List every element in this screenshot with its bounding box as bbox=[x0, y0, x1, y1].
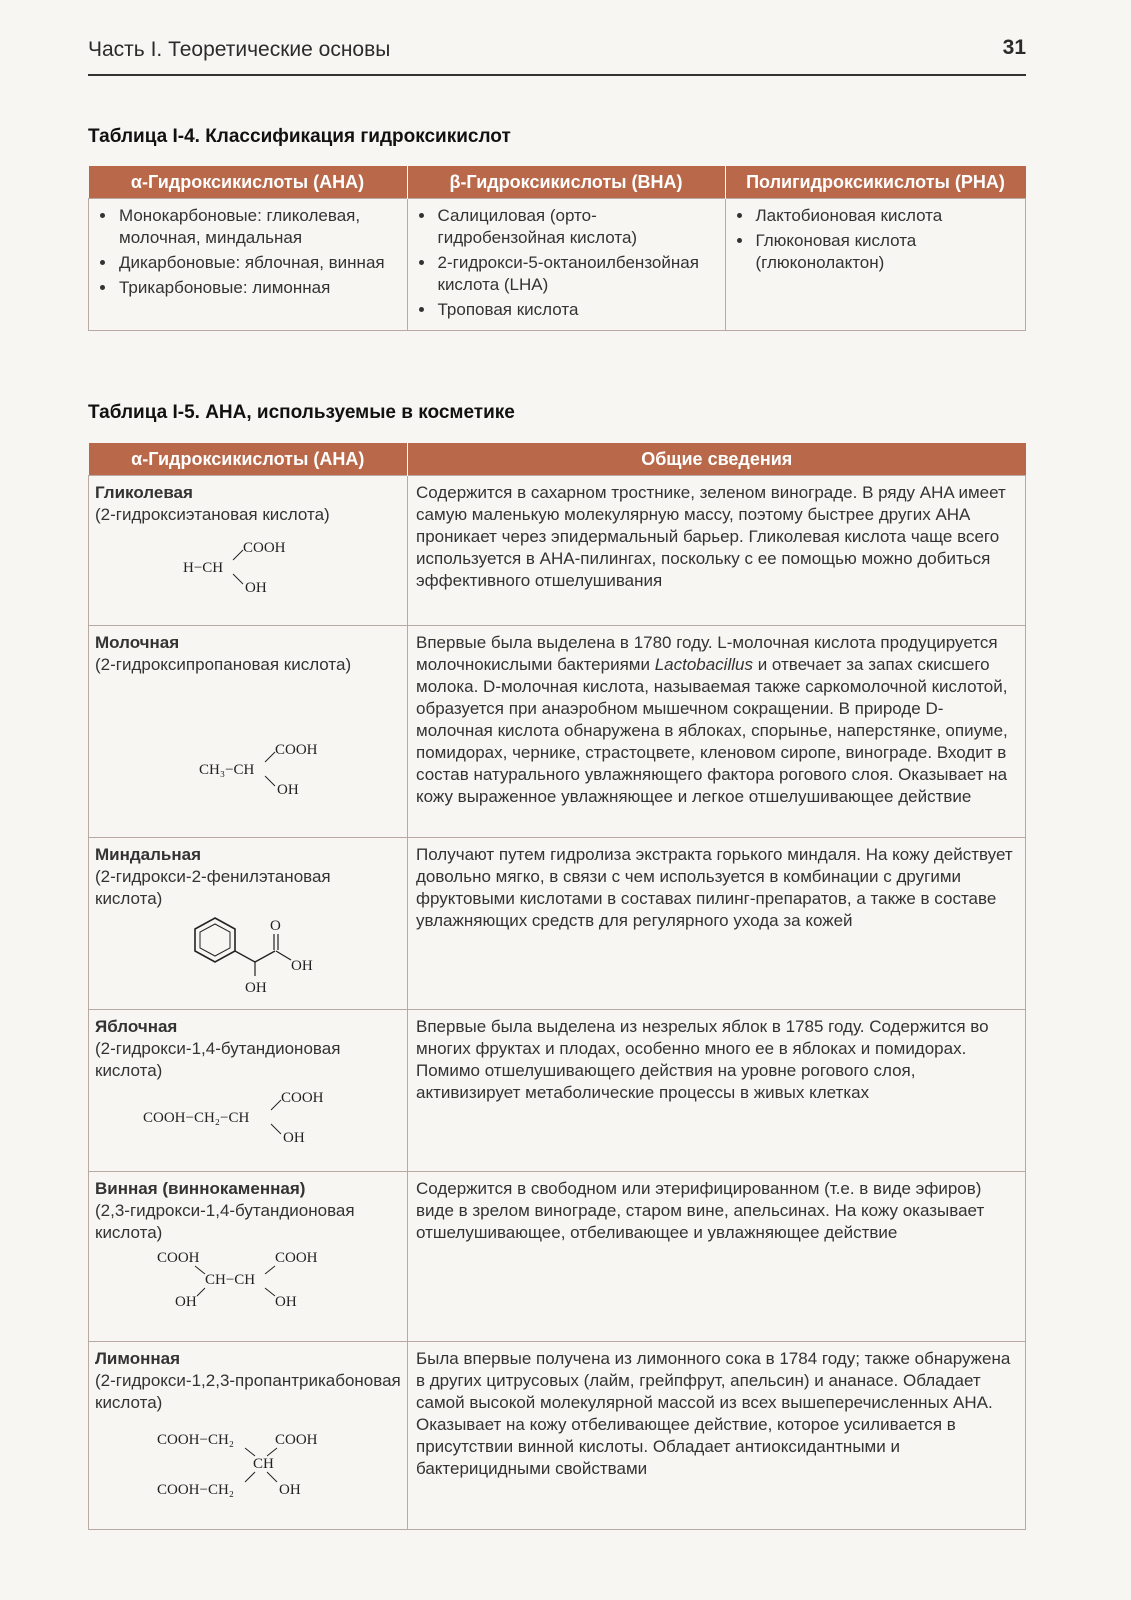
formula-text: OH bbox=[277, 782, 299, 798]
table-row bbox=[89, 838, 1026, 1010]
formula-text: OH bbox=[275, 1294, 297, 1310]
acid-name: Молочная bbox=[95, 633, 180, 652]
page-number: 31 bbox=[1002, 36, 1026, 59]
structural-formula bbox=[95, 1246, 401, 1316]
table4-caption-title: Классификация гидроксикислот bbox=[205, 126, 511, 147]
acid-name: Винная (виннокаменная) bbox=[95, 1179, 306, 1198]
acid-iupac-name: (2-гидрокси-2-фенилэтановая кислота) bbox=[95, 867, 331, 908]
table4-col-aha: α-Гидроксикислоты (AHA) bbox=[89, 166, 408, 199]
list-item: • 2-гидрокси-5-октаноилбензойная кислота (LHA) bbox=[436, 252, 719, 296]
acid-iupac-name: (2-гидроксипропановая кислота) bbox=[95, 655, 352, 674]
formula-text: O bbox=[270, 918, 281, 934]
formula-text: OH bbox=[283, 1130, 305, 1146]
formula-text: COOH−CH₂−CH bbox=[143, 1110, 250, 1126]
acid-cell bbox=[89, 1010, 408, 1172]
table-row bbox=[89, 1172, 1026, 1342]
formula-text: COOH bbox=[157, 1250, 200, 1266]
formula-text: OH bbox=[279, 1482, 301, 1498]
structural-formula bbox=[95, 912, 401, 1002]
acid-iupac-name: (2-гидрокси-1,2,3-пропантрикабоновая кислота) bbox=[95, 1371, 401, 1412]
formula-text: COOH−CH₂ bbox=[157, 1482, 235, 1498]
acid-name: Гликолевая bbox=[95, 483, 193, 502]
formula-text: OH bbox=[245, 580, 267, 596]
acid-info: Была впервые получена из лимонного сока в 1784 году; также обнаружена в других цитрусовых (лайм, грейпфрут, апельсин) и ананасе. Обладает самой высокой молекулярной массой из всех вышеперечисленных AHA. Оказывает на кожу отбеливающее действие, которое усиливается в присутствии винной кислоты. Обладает антиоксидантными и бактерицидными свойствами bbox=[408, 1342, 1026, 1530]
list-item: • Лактобионовая кислота bbox=[754, 205, 1020, 227]
table4-col-pha: Полигидроксикислоты (PHA) bbox=[725, 166, 1026, 199]
table4-col-bha: β-Гидроксикислоты (BHA) bbox=[407, 166, 725, 199]
table5-col-info: Общие сведения bbox=[408, 443, 1026, 476]
acid-info-text: и отвечает за запах скисшего молока. D-молочная кислота, называемая также саркомолочной кислотой, образуется при анаэробном мышечном сокращении. В природе D-молочная кислота обнаружена в яблоках, спорынье, наперстянке, опиуме, помидорах, чернике, страстоцвете, кленовом сиропе, винограде. Входит в состав натурального увлажняющего фактора рогового слоя. Оказывает на кожу выраженное увлажняющее и легкое отшелушивающее действие bbox=[416, 655, 1008, 806]
list-item: • Салициловая (орто-гидробензойная кислота) bbox=[436, 205, 719, 249]
table5-caption-title: AHA, используемые в косметике bbox=[205, 402, 515, 423]
acid-info: Впервые была выделена из незрелых яблок в 1785 году. Содержится во многих фруктах и плодах, особенно много ее в яблоках и помидорах. Помимо отшелушивающего действия на уровне рогового слоя, активизирует метаболические процессы в живых клетках bbox=[408, 1010, 1026, 1172]
acid-cell bbox=[89, 1172, 408, 1342]
formula-text: OH bbox=[291, 958, 313, 974]
acid-name: Яблочная bbox=[95, 1017, 178, 1036]
structural-formula bbox=[95, 1428, 401, 1506]
formula-text: OH bbox=[245, 980, 267, 996]
table5-caption bbox=[88, 402, 515, 424]
table-row bbox=[89, 476, 1026, 626]
table-row bbox=[89, 626, 1026, 838]
acid-iupac-name: (2,3-гидрокси-1,4-бутандионовая кислота) bbox=[95, 1201, 355, 1242]
acid-info bbox=[408, 626, 1026, 838]
formula-text: CH−CH bbox=[205, 1272, 256, 1288]
structural-formula bbox=[95, 534, 401, 604]
acid-info-genus: Lactobacillus bbox=[654, 655, 753, 674]
acid-info-text: Впервые была выделена в 1780 году. L-молочная кислота продуцируется молочнокислыми бактериями bbox=[416, 633, 998, 674]
acid-cell bbox=[89, 1342, 408, 1530]
acid-cell bbox=[89, 838, 408, 1010]
formula-text: CH₃−CH bbox=[199, 762, 255, 778]
acid-cell bbox=[89, 476, 408, 626]
acid-info: Содержится в сахарном тростнике, зеленом винограде. В ряду AHA имеет самую маленькую молекулярную массу, поэтому быстрее других AHA проникает через эпидермальный барьер. Гликолевая кислота чаще всего используется в AHA-пилингах, поскольку с ее помощью можно добиться эффективного отшелушивания bbox=[408, 476, 1026, 626]
formula-text: H−CH bbox=[183, 560, 224, 576]
structural-formula bbox=[95, 736, 401, 806]
formula-text: COOH bbox=[275, 742, 318, 758]
formula-text: COOH−CH₂ bbox=[157, 1432, 235, 1448]
formula-text: COOH bbox=[275, 1432, 318, 1448]
list-item: • Монокарбоновые: гликолевая, молочная, миндальная bbox=[117, 205, 401, 249]
acid-iupac-name: (2-гидроксиэтановая кислота) bbox=[95, 505, 330, 524]
list-item: • Глюконовая кислота (глюконолактон) bbox=[754, 230, 1020, 274]
formula-text: COOH bbox=[281, 1090, 324, 1106]
list-item: • Троповая кислота bbox=[436, 299, 719, 321]
list-item: • Трикарбоновые: лимонная bbox=[117, 277, 401, 299]
formula-text: COOH bbox=[243, 540, 286, 556]
formula-text: COOH bbox=[275, 1250, 318, 1266]
hydroxy-acid-classification-table bbox=[88, 166, 1026, 331]
table4-caption bbox=[88, 126, 511, 148]
table5-caption-number: Таблица I-5. bbox=[88, 402, 200, 423]
list-item: • Дикарбоновые: яблочная, винная bbox=[117, 252, 401, 274]
running-title: Часть I. Теоретические основы bbox=[88, 38, 391, 61]
table-row bbox=[89, 1342, 1026, 1530]
page-header bbox=[88, 34, 1026, 76]
acid-cell bbox=[89, 626, 408, 838]
acid-info: Получают путем гидролиза экстракта горького миндаля. На кожу действует довольно мягко, в связи с чем используется в комбинации с другими фруктовыми кислотами в составах пилинг-препаратов, а также в составе увлажняющих средств для регулярного ухода за кожей bbox=[408, 838, 1026, 1010]
table4-cell-aha bbox=[89, 199, 408, 331]
table5-col-aha: α-Гидроксикислоты (AHA) bbox=[89, 443, 408, 476]
table4-caption-number: Таблица I-4. bbox=[88, 126, 200, 147]
table4-cell-bha bbox=[407, 199, 725, 331]
aha-cosmetics-table bbox=[88, 443, 1026, 1530]
table4-cell-pha bbox=[725, 199, 1026, 331]
table-row bbox=[89, 1010, 1026, 1172]
acid-info: Содержится в свободном или этерифицированном (т.е. в виде эфиров) виде в зрелом винограде, старом вине, апельсинах. На кожу оказывает отшелушивающее, отбеливающее и увлажняющее действие bbox=[408, 1172, 1026, 1342]
acid-iupac-name: (2-гидрокси-1,4-бутандионовая кислота) bbox=[95, 1039, 341, 1080]
acid-name: Миндальная bbox=[95, 845, 202, 864]
acid-name: Лимонная bbox=[95, 1349, 181, 1368]
formula-text: OH bbox=[175, 1294, 197, 1310]
formula-text: CH bbox=[253, 1456, 274, 1472]
structural-formula bbox=[95, 1084, 401, 1154]
